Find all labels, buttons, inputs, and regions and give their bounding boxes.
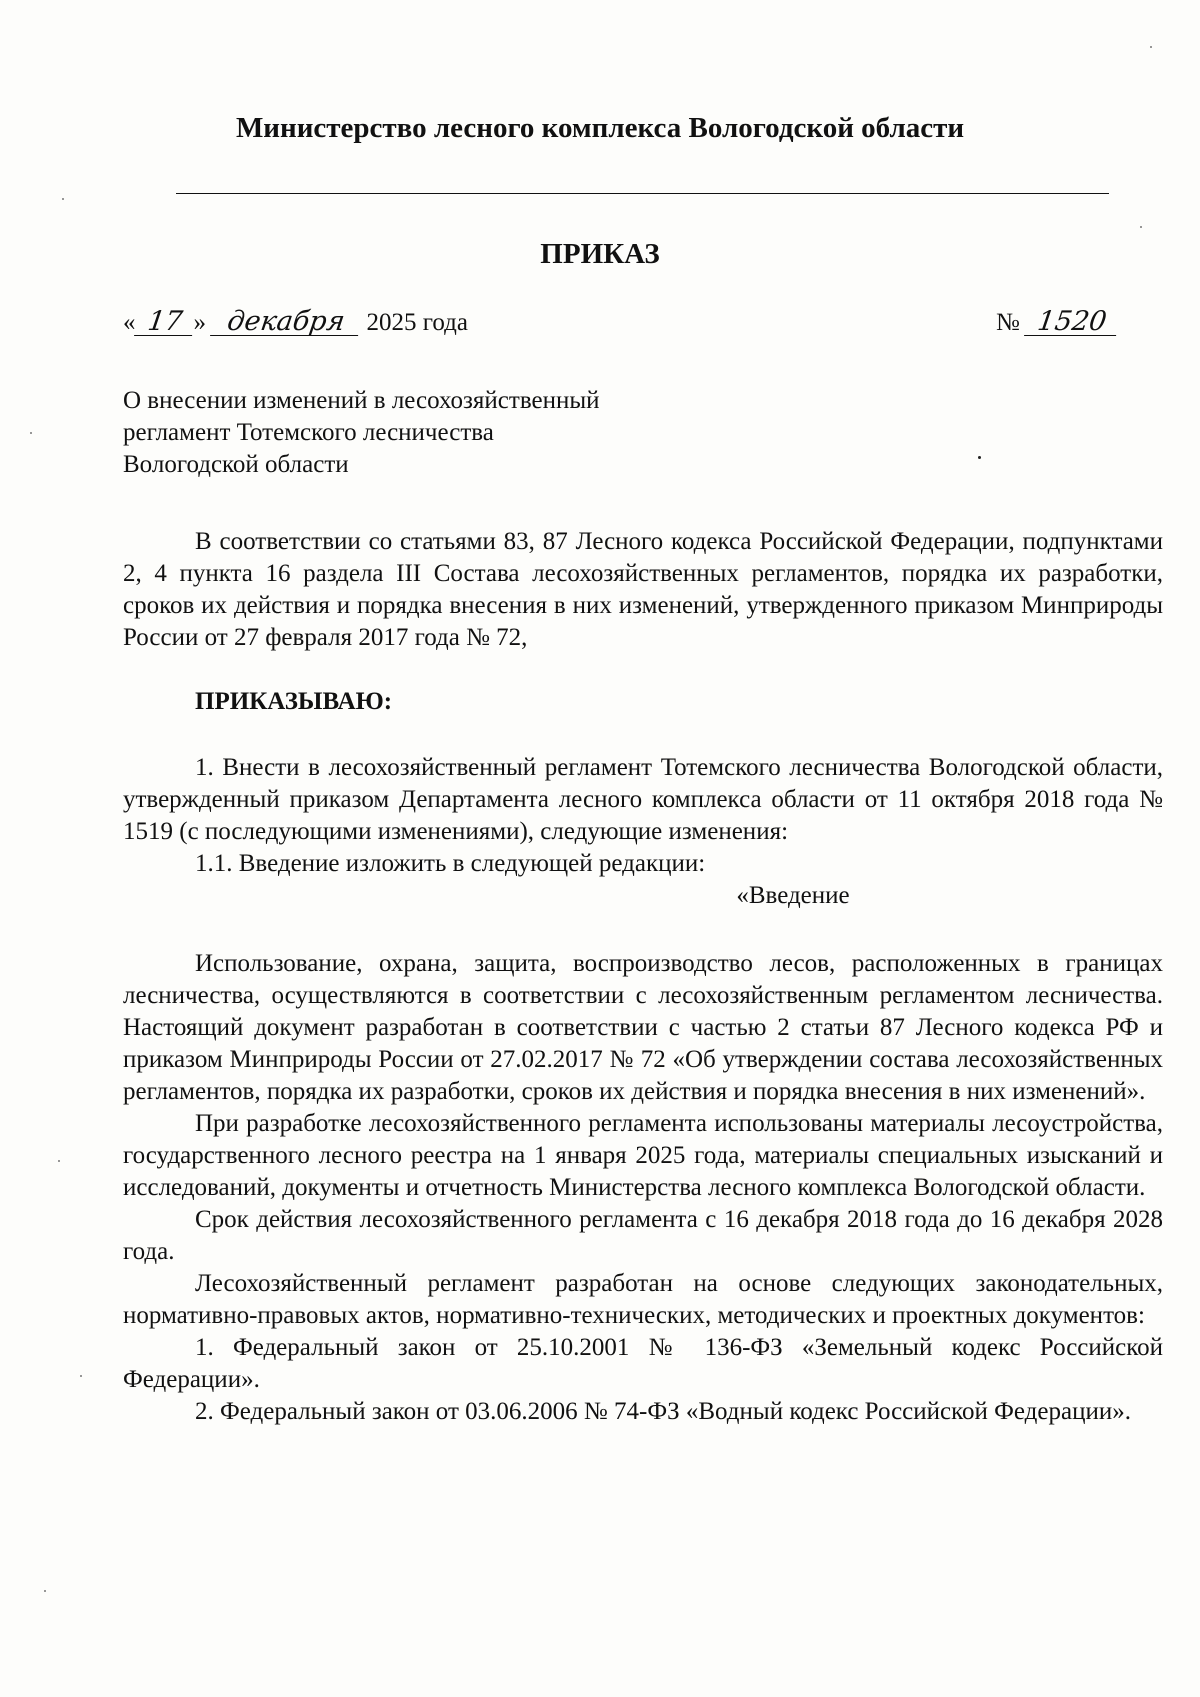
intro-paragraph: При разработке лесохозяйственного регламента использованы материалы лесоустройства, государственного лесного реестра на 1 января 2025 года, материалы специальных изысканий и исследований, документы и отчетность Министерства лесного комплекса Вологодской области. [123, 1110, 1163, 1201]
date-month: декабря [210, 308, 362, 336]
intro-paragraph: Использование, охрана, защита, воспроизводство лесов, расположенных в границах лесничества, осуществляются в соответствии с лесохозяйственным регламентом лесничества. Настоящий документ разработан в соответствии с частью 2 статьи 87 Лесного кодекса РФ и приказом Минприроды России от 27.02.2017 № 72 «Об утверждении состава лесохозяйственных регламентов, порядка их разработки, сроков их действия и порядка внесения в них изменений». [123, 950, 1163, 1105]
subject-line: Вологодской области [123, 451, 349, 478]
paragraph-1-1: 1.1. Введение изложить в следующей редакции: [195, 850, 706, 877]
intro-paragraph: Срок действия лесохозяйственного регламента с 16 декабря 2018 года до 16 декабря 2028 года. [123, 1206, 1163, 1265]
preamble-paragraph: В соответствии со статьями 83, 87 Лесного кодекса Российской Федерации, подпунктами 2, 4 пункта 16 раздела III Состава лесохозяйственных регламентов, порядка их разработки, сроков их действия и порядка внесения в них изменений, утвержденного приказом Минприроды России от 27 февраля 2017 года № 72, [123, 528, 1163, 651]
paragraph-1: 1. Внести в лесохозяйственный регламент Тотемского лесничества Вологодской области, утвержденный приказом Департамента лесного комплекса области от 11 октября 2018 года № 1519 (с последующими изменениями), следующие изменения: [123, 754, 1163, 845]
scan-speck [62, 198, 64, 200]
header-rule [176, 193, 1109, 194]
intro-paragraph: Лесохозяйственный регламент разработан на основе следующих законодательных, нормативно-правовых актов, нормативно-технических, методических и проектных документов: [123, 1270, 1163, 1329]
order-number-line [996, 308, 1118, 337]
date-year: 2025 года [366, 309, 468, 336]
scan-speck [44, 1590, 46, 1592]
scan-speck [1150, 46, 1152, 48]
ministry-title: Министерство лесного комплекса Вологодской области [235, 112, 965, 144]
document-type-title: ПРИКАЗ [540, 238, 660, 270]
date-day: 17 [134, 308, 196, 336]
date-close-quote: » [193, 309, 206, 336]
scan-speck [1140, 226, 1142, 228]
order-number: 1520 [1024, 308, 1120, 336]
subject-line: О внесении изменений в лесохозяйственный [123, 387, 600, 414]
scan-speck [30, 432, 32, 434]
subject-block [123, 385, 723, 481]
scan-speck [58, 1160, 60, 1162]
order-word: ПРИКАЗЫВАЮ: [195, 688, 393, 715]
subject-line: регламент Тотемского лесничества [123, 419, 494, 446]
date-open-quote: « [123, 309, 136, 336]
law-list-item: 2. Федеральный закон от 03.06.2006 № 74-ФЗ «Водный кодекс Российской Федерации». [195, 1398, 1131, 1425]
introduction-title: «Введение [736, 882, 850, 909]
date-line [123, 308, 468, 337]
order-number-label: № [996, 309, 1020, 336]
document-body [123, 526, 1163, 1428]
scan-speck [80, 1375, 82, 1377]
scan-speck [978, 456, 981, 459]
law-list-item: 1. Федеральный закон от 25.10.2001 № 136-ФЗ «Земельный кодекс Российской Федерации». [123, 1334, 1163, 1393]
